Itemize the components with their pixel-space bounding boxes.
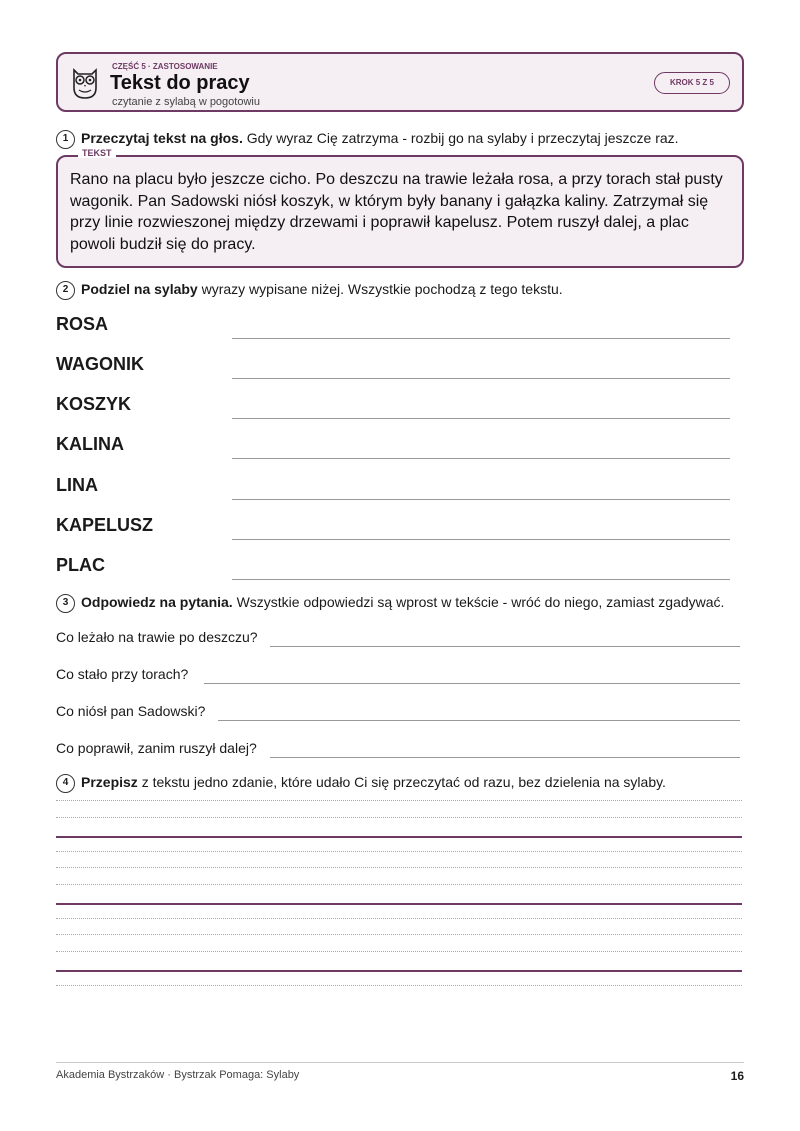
part-label: CZĘŚĆ 5 · ZASTOSOWANIE [112, 62, 218, 71]
page-title: Tekst do pracy [110, 72, 250, 94]
text-box-label: TEKST [78, 148, 116, 158]
answer-line[interactable] [270, 757, 740, 758]
answer-line[interactable] [232, 418, 730, 419]
reading-text-box [56, 148, 744, 268]
task-rest: z tekstu jedno zdanie, które udało Ci się przeczytać od razu, bez dzielenia na sylaby. [137, 774, 666, 791]
handwriting-base-line[interactable] [56, 836, 742, 838]
answer-line[interactable] [232, 579, 730, 580]
question-row [56, 660, 740, 684]
word-label: WAGONIK [56, 354, 144, 374]
task-bold: Przeczytaj tekst na głos. [81, 130, 243, 147]
handwriting-guide-line [56, 817, 742, 818]
syllable-row [56, 389, 730, 419]
answer-line[interactable] [232, 458, 730, 459]
answer-line[interactable] [270, 646, 740, 647]
question-row [56, 697, 740, 721]
task-number: 4 [56, 774, 75, 793]
reading-text: Rano na placu było jeszcze cicho. Po deszczu na trawie leżała rosa, a przy torach stał pusty wagonik. Pan Sadowski niósł koszyk, w którym były banany i gałązka kaliny. Zatrzymał się przy linie rozwieszonej między drzewami i poprawił kapelusz. Potem ruszył dalej, a plac powoli budził się do pracy. [70, 171, 723, 253]
word-label: KALINA [56, 434, 124, 454]
header-box [56, 52, 744, 112]
answer-line[interactable] [232, 338, 730, 339]
task-bold: Przepisz [81, 774, 138, 791]
question-text: Co stało przy torach? [56, 666, 189, 682]
question-text: Co poprawił, zanim ruszył dalej? [56, 740, 257, 756]
handwriting-guide-line [56, 851, 742, 852]
handwriting-guide-line [56, 951, 742, 952]
task-number: 3 [56, 594, 75, 613]
task-4-instruction [56, 774, 666, 793]
answer-line[interactable] [204, 683, 740, 684]
question-row [56, 623, 740, 647]
question-text: Co niósł pan Sadowski? [56, 703, 206, 719]
task-bold: Odpowiedz na pytania. [81, 594, 233, 611]
step-badge: KROK 5 Z 5 [654, 72, 730, 94]
question-row [56, 734, 740, 758]
question-text: Co leżało na trawie po deszczu? [56, 629, 258, 645]
task-number: 1 [56, 130, 75, 149]
page-subtitle: czytanie z sylabą w pogotowiu [112, 96, 260, 108]
task-2-instruction [56, 281, 563, 300]
word-label: ROSA [56, 314, 109, 334]
syllable-row [56, 309, 730, 339]
handwriting-guide-line [56, 867, 742, 868]
syllable-row [56, 550, 730, 580]
handwriting-guide-line [56, 934, 742, 935]
task-bold: Podziel na sylaby [81, 281, 198, 298]
owl-icon [70, 64, 100, 100]
answer-line[interactable] [232, 499, 730, 500]
syllable-row [56, 349, 730, 379]
word-label: KAPELUSZ [56, 515, 154, 535]
task-rest: Wszystkie odpowiedzi są wprost w tekście - wróć do niego, zamiast zgadywać. [232, 594, 725, 611]
word-label: PLAC [56, 555, 105, 575]
page-number: 16 [730, 1069, 744, 1083]
word-label: LINA [56, 475, 98, 495]
footer [56, 1062, 744, 1083]
task-1-instruction [56, 130, 679, 149]
task-number: 2 [56, 281, 75, 300]
footer-title: Akademia Bystrzaków · Bystrzak Pomaga: Sylaby [56, 1069, 300, 1081]
handwriting-guide-line [56, 918, 742, 919]
handwriting-guide-line [56, 884, 742, 885]
handwriting-base-line[interactable] [56, 903, 742, 905]
task-3-instruction [56, 594, 724, 613]
answer-line[interactable] [218, 720, 740, 721]
task-rest: Gdy wyraz Cię zatrzyma - rozbij go na sylaby i przeczytaj jeszcze raz. [242, 130, 679, 147]
word-label: KOSZYK [56, 394, 132, 414]
handwriting-guide-line [56, 985, 742, 986]
syllable-row [56, 470, 730, 500]
handwriting-guide-line [56, 800, 742, 801]
syllable-row [56, 429, 730, 459]
syllable-row [56, 510, 730, 540]
answer-line[interactable] [232, 378, 730, 379]
handwriting-base-line[interactable] [56, 970, 742, 972]
task-rest: wyrazy wypisane niżej. Wszystkie pochodzą z tego tekstu. [197, 281, 563, 298]
answer-line[interactable] [232, 539, 730, 540]
